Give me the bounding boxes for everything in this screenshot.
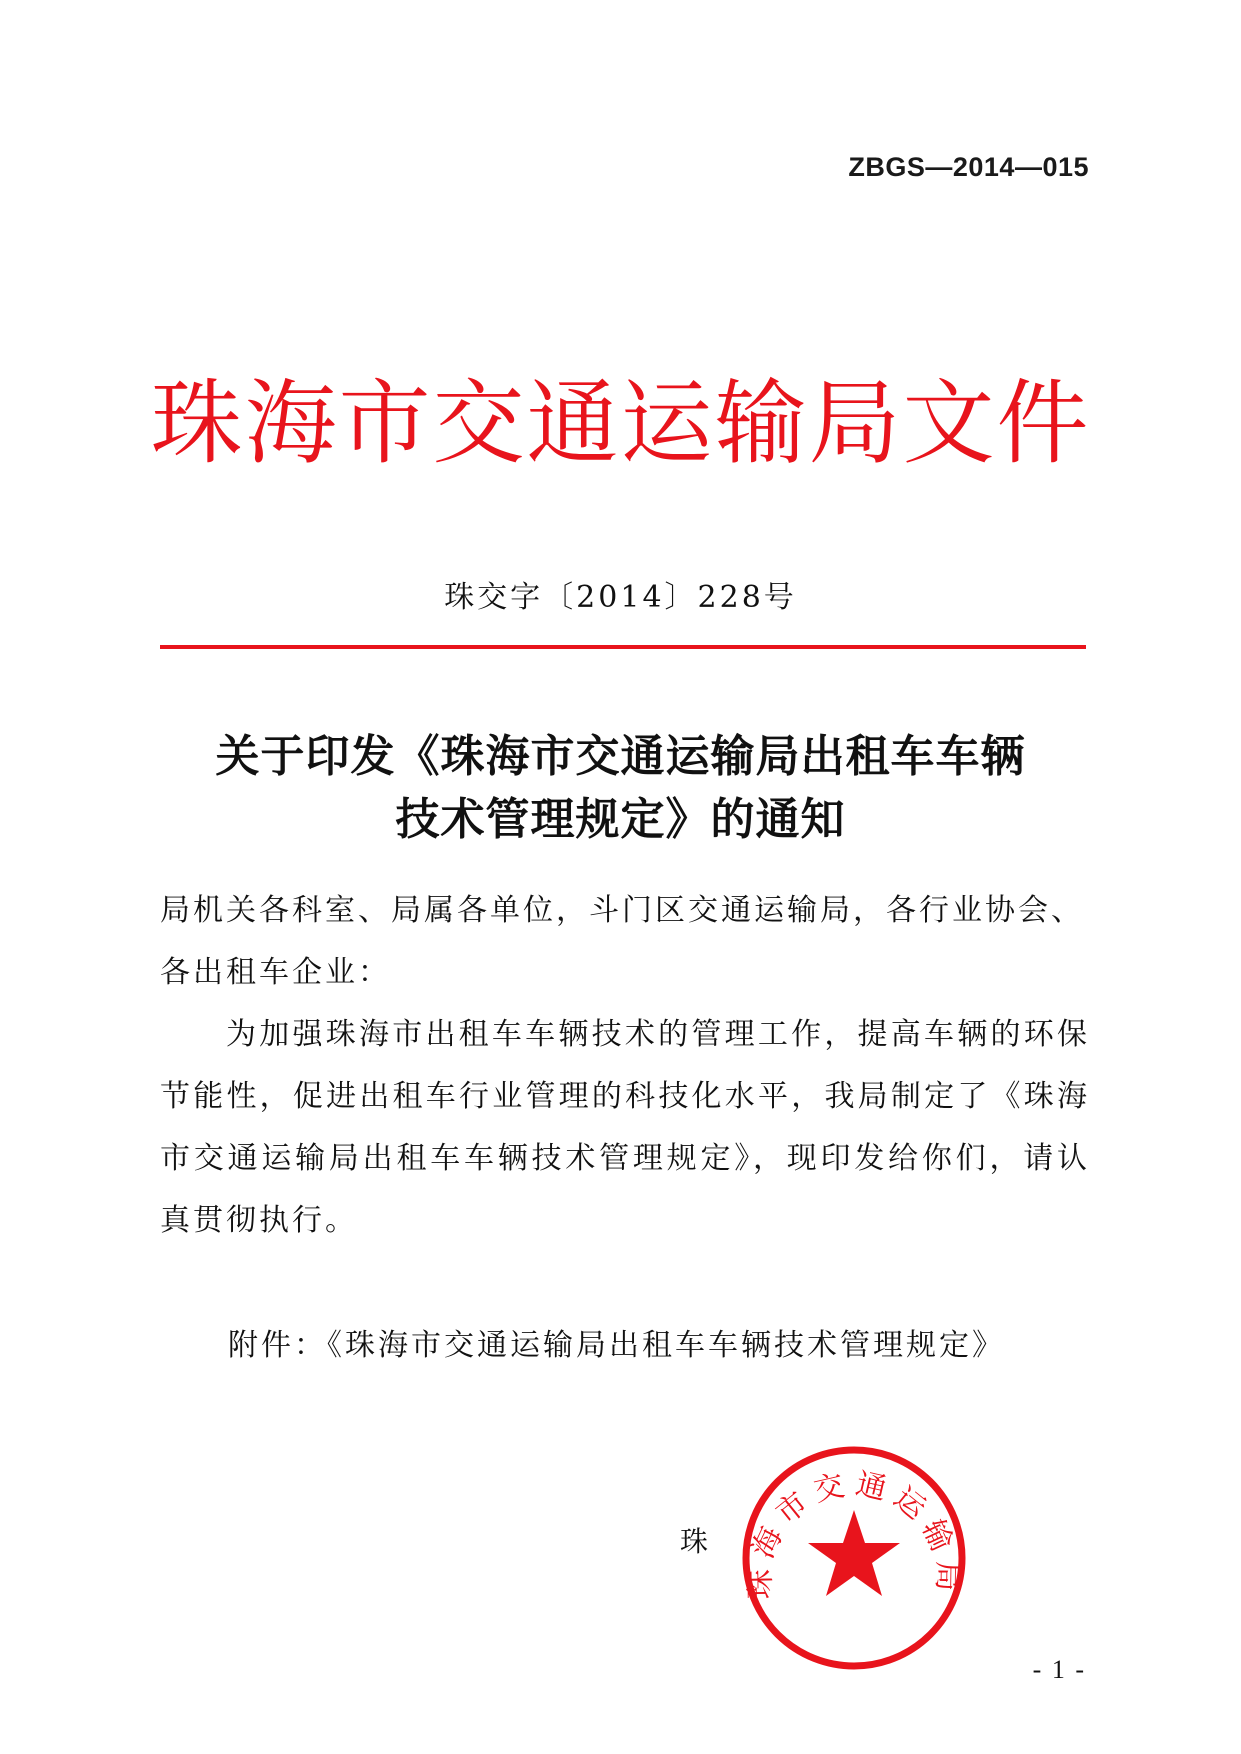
page-number: - 1 - (1032, 1655, 1086, 1684)
notice-title-line-2: 技术管理规定》的通知 (395, 794, 846, 845)
document-number: 珠交字〔2014〕228号 (444, 580, 797, 615)
document-code: ZBGS—2014—015 (848, 152, 1089, 182)
salutation: 局机关各科室、局属各单位，斗门区交通运输局，各行业协会、各出租车企业： (160, 893, 1084, 990)
notice-title-line-1: 关于印发《珠海市交通运输局出租车车辆 (215, 731, 1026, 782)
signature-organization: 珠 (680, 1525, 712, 1558)
official-seal (738, 1442, 970, 1674)
red-divider-line (160, 645, 1086, 649)
body-paragraph: 为加强珠海市出租车车辆技术的管理工作，提高车辆的环保节能性，促进出租车行业管理的科技化水平，我局制定了《珠海市交通运输局出租车车辆技术管理规定》，现印发给你们，请认真贯彻执行。 (160, 1017, 1090, 1238)
agency-title: 珠海市交通运输局文件 (150, 370, 1091, 477)
attachment-line: 附件：《珠海市交通运输局出租车车辆技术管理规定》 (228, 1328, 1005, 1363)
seal-text: 珠海市交通运输局 (742, 1466, 966, 1600)
seal-star-icon (808, 1510, 900, 1596)
